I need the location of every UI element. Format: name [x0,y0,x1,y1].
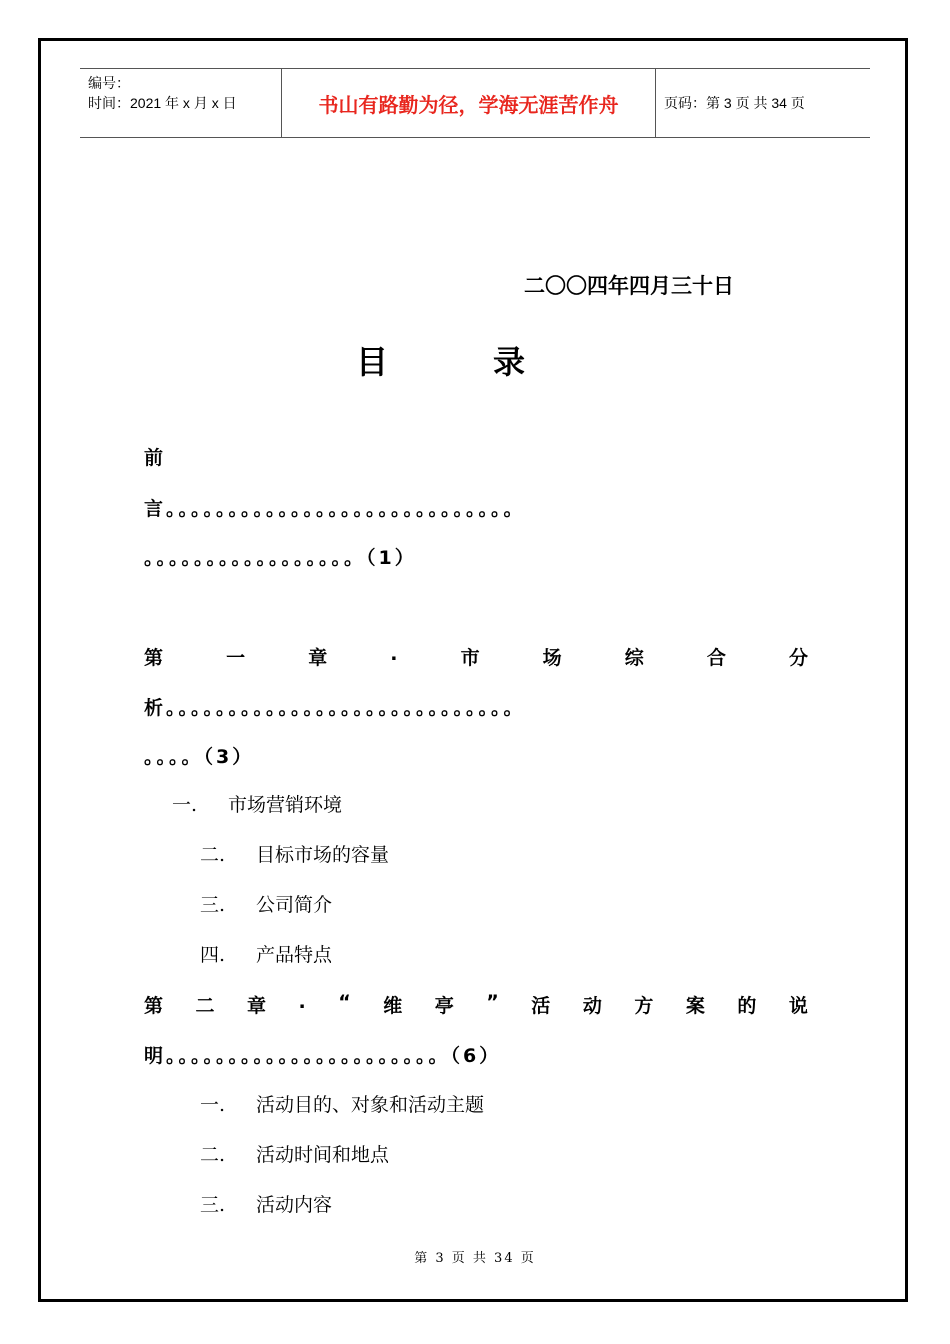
toc-item-text: 产品特点 [256,944,333,966]
ch1-char: 场 [542,647,562,669]
ch2-char: 方 [634,995,654,1017]
ch1-char: 一 [226,647,246,669]
toc-item-text: 公司简介 [256,894,333,916]
toc-item [200,890,332,917]
document-date: 二〇〇四年四月三十日 [524,274,734,298]
ch1-char: 分 [788,647,808,669]
ch2-char: 的 [737,995,757,1017]
toc-item [200,940,332,967]
toc-chapter1-line3: 。。。。（3） [144,746,255,768]
ch2-char: 章 [247,995,267,1017]
number-label: 编号： [88,75,130,91]
ch2-char: 案 [685,995,705,1017]
ch2-char: 活 [531,995,551,1017]
toc-item [200,1090,484,1117]
ch2-char: 二 [195,995,215,1017]
ch1-char: 市 [460,647,480,669]
ch2-char: 动 [582,995,602,1017]
toc-preface-line3: 。。。。。。。。。。。。。。。。。（1） [144,547,417,569]
ch2-char: 说 [788,995,808,1017]
toc-item [172,790,342,817]
toc-item-text: 活动时间和地点 [256,1144,390,1166]
ch1-char: 综 [624,647,644,669]
ch2-char: “ [338,991,351,1013]
ch2-char: 维 [383,995,403,1017]
page-label: 页码：第 3 页 共 34 页 [664,95,805,111]
motto: 书山有路勤为径，学海无涯苦作舟 [281,69,656,137]
toc-item-number: 四. [200,944,226,966]
header-info [88,73,237,113]
ch2-char: 第 [144,995,164,1017]
toc-item-number: 二. [200,1144,226,1166]
toc-preface-line1: 前 [144,447,167,469]
toc-chapter2-heading [144,991,808,1018]
toc-item-number: 一. [172,794,198,816]
page-header [80,68,870,138]
toc-item-number: 三. [200,1194,226,1216]
toc-item-text: 活动内容 [256,1194,333,1216]
toc-chapter1-heading [144,643,808,670]
toc-item [200,840,389,867]
toc-chapter1-line2: 析。。。。。。。。。。。。。。。。。。。。。。。。。。。。 [144,697,526,719]
ch2-char: . [298,991,306,1013]
ch1-char: . [390,643,398,665]
ch1-char: 第 [144,647,164,669]
toc-chapter2-line2: 明。。。。。。。。。。。。。。。。。。。。。。（6） [144,1045,502,1067]
page-footer: 第 3 页 共 34 页 [414,1251,536,1266]
toc-item-text: 活动目的、对象和活动主题 [256,1094,485,1116]
toc-title-char-1: 目 [356,343,389,381]
toc-item [200,1190,332,1217]
toc-item-number: 二. [200,844,226,866]
toc-item-number: 三. [200,894,226,916]
toc-item [200,1140,389,1167]
toc-item-text: 市场营销环境 [228,794,343,816]
toc-item-text: 目标市场的容量 [256,844,390,866]
toc-title-char-2: 录 [493,343,526,381]
ch1-char: 章 [308,647,328,669]
ch2-char: ” [486,991,499,1013]
ch1-char: 合 [706,647,726,669]
ch2-char: 亭 [434,995,454,1017]
toc-preface-line2: 言。。。。。。。。。。。。。。。。。。。。。。。。。。。。 [144,498,526,520]
time-label: 时间：2021 年 x 月 x 日 [88,95,237,111]
toc-item-number: 一. [200,1094,226,1116]
